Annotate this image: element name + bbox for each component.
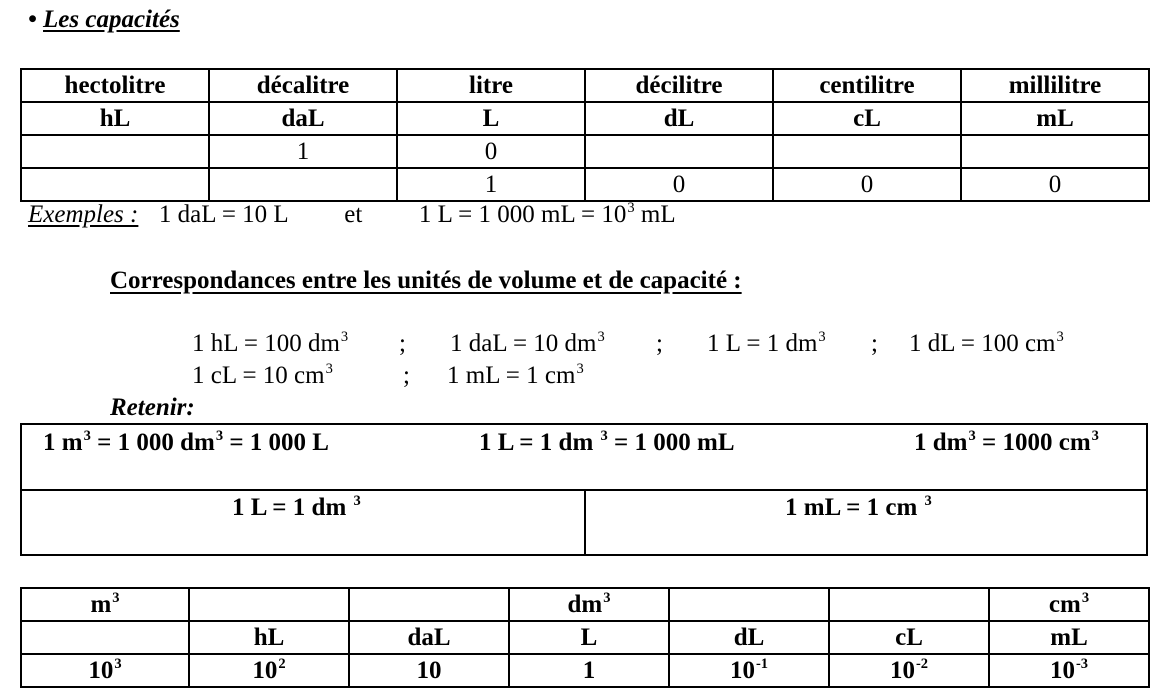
section-title-label: Les capacités <box>43 6 180 33</box>
power-cell: $10^3$ <box>21 654 189 687</box>
capacity-unit-cell <box>21 621 189 654</box>
capacity-unit-cell: L <box>509 621 669 654</box>
retenir-equation: 1 $m^3 = 1$ 000 $dm^3 = 1$ 000 L <box>43 427 329 456</box>
capacity-units-row <box>21 621 1149 654</box>
unit-name-cell: centilitre <box>773 69 961 102</box>
equation: 1 mL = 1 $cm^3$ <box>447 360 584 389</box>
volume-unit-cell <box>189 588 349 621</box>
retenir-bottom-right-cell <box>586 491 1146 554</box>
powers-row <box>21 654 1149 687</box>
unit-symbol-cell: daL <box>209 102 397 135</box>
separator: ; <box>871 330 878 357</box>
example-first: 1 daL = 10 L <box>158 201 288 228</box>
capacity-unit-cell: hL <box>189 621 349 654</box>
separator: ; <box>403 362 410 389</box>
capacity-unit-cell: dL <box>669 621 829 654</box>
power-cell: $10^{-3}$ <box>989 654 1149 687</box>
power-cell: $10^2$ <box>189 654 349 687</box>
power-cell: 10 <box>349 654 509 687</box>
digit-cell <box>209 168 397 201</box>
unit-name-cell: millilitre <box>961 69 1149 102</box>
digit-cell <box>961 135 1149 168</box>
digit-cell: 0 <box>585 168 773 201</box>
unit-symbol-cell: dL <box>585 102 773 135</box>
digit-cell <box>21 135 209 168</box>
volume-unit-cell: $m^3$ <box>21 588 189 621</box>
power-cell: $10^{-2}$ <box>829 654 989 687</box>
examples-label: Exemples : <box>28 201 139 228</box>
example-joiner: et <box>344 201 363 228</box>
capacity-unit-cell: mL <box>989 621 1149 654</box>
unit-name-cell: litre <box>397 69 585 102</box>
example-second: 1 L = 1 000 mL = $10^3$ mL <box>418 199 676 228</box>
retenir-bottom-left-cell <box>22 491 586 554</box>
power-cell: 1 <box>509 654 669 687</box>
retenir-equation: 1 L = 1 dm $^3$ <box>232 492 361 521</box>
digit-cell <box>21 168 209 201</box>
unit-symbol-cell: L <box>397 102 585 135</box>
unit-symbols-row <box>21 102 1149 135</box>
retenir-equation: 1 L = 1 dm $^3$ = 1 000 mL <box>479 427 735 456</box>
volume-unit-cell <box>829 588 989 621</box>
equation: 1 L = 1 $dm^3$ <box>707 328 826 357</box>
digit-cell: 0 <box>397 135 585 168</box>
correspondances-title: Correspondances entre les unités de volume et de capacité : <box>110 267 742 294</box>
unit-name-cell: décilitre <box>585 69 773 102</box>
unit-symbol-cell: mL <box>961 102 1149 135</box>
unit-symbol-cell: cL <box>773 102 961 135</box>
equation: 1 daL = 10 $dm^3$ <box>450 328 605 357</box>
retenir-equation: 1 $dm^3 = 1000$ $cm^3$ <box>914 427 1099 456</box>
retenir-label: Retenir: <box>110 394 195 421</box>
digit-cell: 1 <box>397 168 585 201</box>
correspondances-line-1 <box>0 330 1160 360</box>
retenir-top-row <box>22 425 1146 491</box>
example-row-1 <box>21 135 1149 168</box>
power-cell: $10^{-1}$ <box>669 654 829 687</box>
volume-unit-cell: $cm^3$ <box>989 588 1149 621</box>
example-row-2 <box>21 168 1149 201</box>
conversion-table <box>20 587 1150 688</box>
equation: 1 hL = 100 $dm^3$ <box>192 328 349 357</box>
digit-cell: 0 <box>961 168 1149 201</box>
examples-line <box>28 201 676 229</box>
separator: ; <box>399 330 406 357</box>
separator: ; <box>656 330 663 357</box>
capacity-units-table <box>20 68 1150 202</box>
digit-cell <box>585 135 773 168</box>
unit-name-cell: décalitre <box>209 69 397 102</box>
volume-unit-cell <box>349 588 509 621</box>
unit-names-row <box>21 69 1149 102</box>
section-title <box>28 6 180 34</box>
volume-unit-cell <box>669 588 829 621</box>
volume-unit-cell: $dm^3$ <box>509 588 669 621</box>
bullet: • <box>28 6 37 33</box>
digit-cell <box>773 135 961 168</box>
digit-cell: 1 <box>209 135 397 168</box>
equation: 1 cL = 10 $cm^3$ <box>192 360 333 389</box>
retenir-equation: 1 mL = 1 cm $^3$ <box>785 492 932 521</box>
capacity-unit-cell: daL <box>349 621 509 654</box>
digit-cell: 0 <box>773 168 961 201</box>
equation: 1 dL = 100 $cm^3$ <box>909 328 1064 357</box>
correspondances-line-2 <box>0 362 1160 392</box>
capacity-unit-cell: cL <box>829 621 989 654</box>
retenir-box <box>20 423 1148 556</box>
unit-name-cell: hectolitre <box>21 69 209 102</box>
volume-units-row <box>21 588 1149 621</box>
unit-symbol-cell: hL <box>21 102 209 135</box>
